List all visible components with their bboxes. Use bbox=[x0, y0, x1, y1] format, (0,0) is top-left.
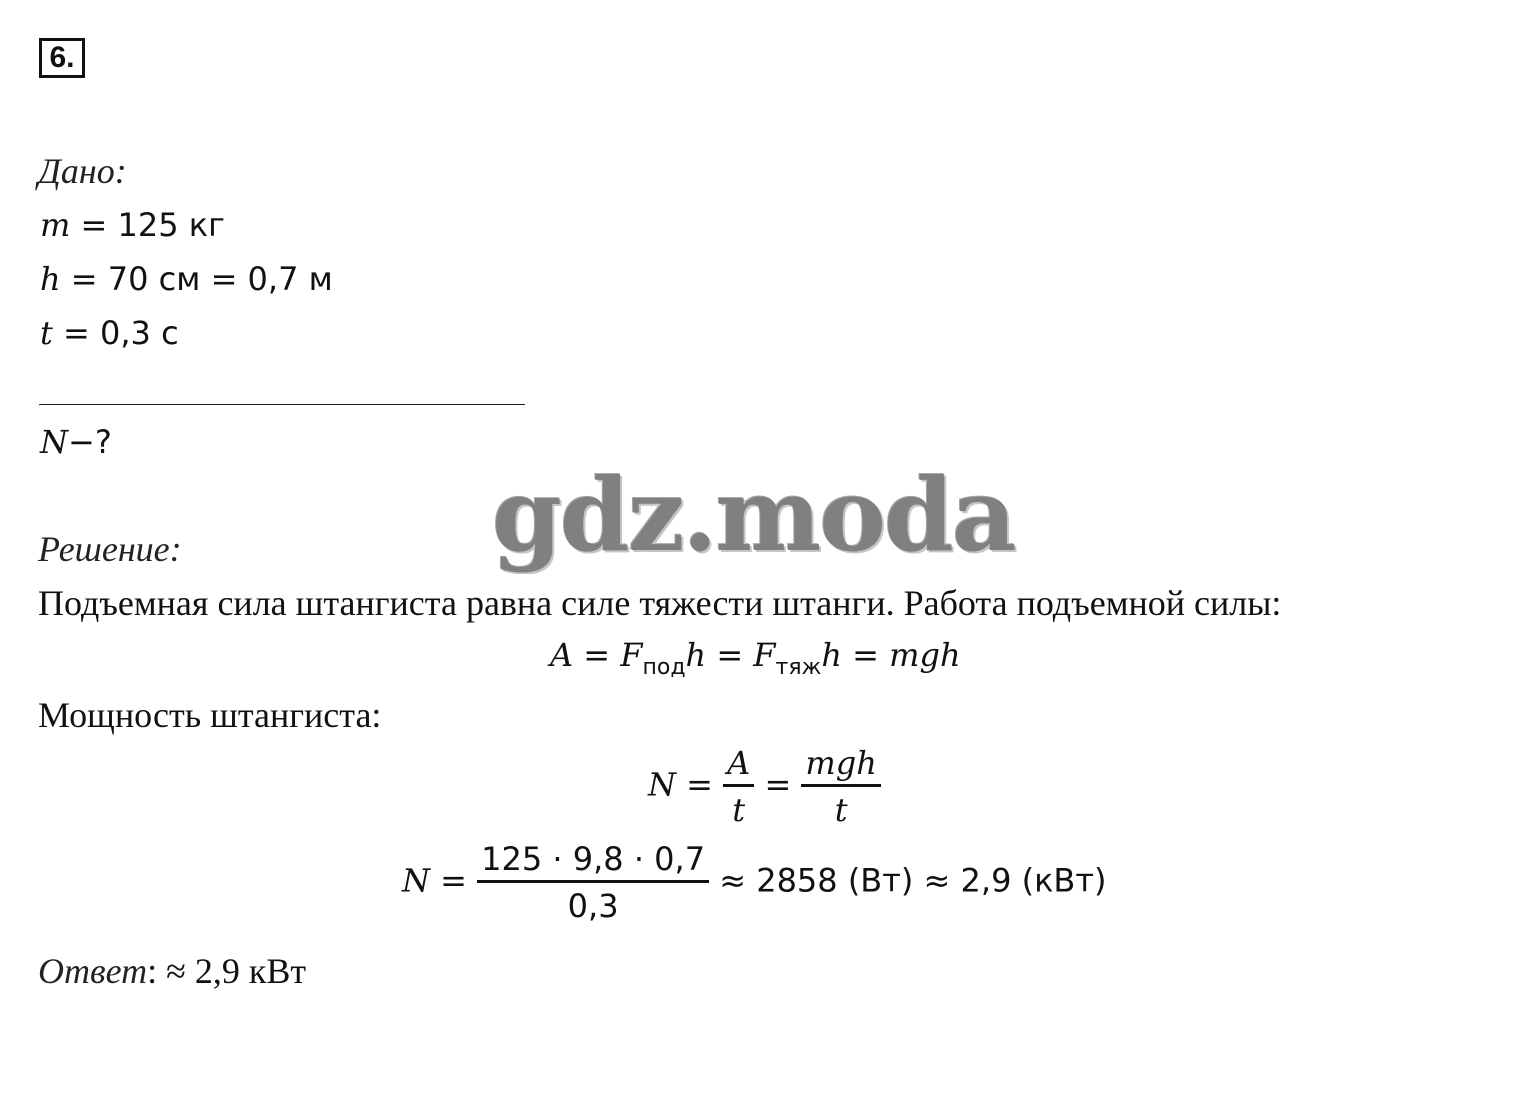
given-divider bbox=[39, 404, 525, 405]
time-value: = 0,3 с bbox=[52, 314, 179, 352]
eq1-eq-3: = bbox=[841, 636, 890, 674]
frac1-num: A bbox=[727, 744, 751, 782]
eq1-eq-2: = bbox=[706, 636, 754, 674]
eq3-eq: = bbox=[430, 861, 478, 900]
frac3-num: 125 · 9,8 · 0,7 bbox=[481, 840, 706, 878]
fraction-calc bbox=[477, 840, 709, 925]
fraction-mgh-over-t bbox=[801, 744, 880, 829]
eq1-h-2: h bbox=[821, 636, 842, 674]
eq2-eq-1: = bbox=[676, 765, 724, 804]
frac3-bar bbox=[477, 880, 709, 883]
mass-value: = 125 кг bbox=[70, 206, 225, 244]
frac3-den: 0,3 bbox=[567, 887, 619, 925]
find-question: −? bbox=[68, 423, 112, 461]
var-m: m bbox=[40, 206, 71, 244]
var-t: t bbox=[40, 314, 53, 352]
frac2-den: t bbox=[834, 791, 848, 829]
answer-value: : ≈ 2,9 кВт bbox=[147, 951, 307, 991]
work-equation bbox=[550, 636, 961, 680]
given-height bbox=[40, 260, 333, 298]
frac1-den: t bbox=[732, 791, 746, 829]
eq1-sub-tyazh: тяж bbox=[775, 655, 822, 680]
watermark-logo: gdz.moda bbox=[492, 456, 1015, 574]
eq3-N: N bbox=[402, 861, 430, 900]
frac2-bar bbox=[801, 784, 880, 787]
eq2-N: N bbox=[648, 765, 676, 804]
given-heading: Дано: bbox=[38, 151, 127, 191]
given-time bbox=[40, 314, 179, 352]
eq1-F-1: F bbox=[620, 636, 643, 674]
eq1-eq-1: = bbox=[573, 636, 621, 674]
var-N: N bbox=[40, 423, 68, 461]
eq1-A: A bbox=[550, 636, 574, 674]
height-value: = 70 см = 0,7 м bbox=[60, 260, 333, 298]
var-h: h bbox=[40, 260, 61, 298]
frac2-num: mgh bbox=[805, 744, 877, 782]
solution-heading: Решение: bbox=[38, 529, 182, 569]
solution-text-1: Подъемная сила штангиста равна силе тяжести штанги. Работа подъемной силы: bbox=[38, 583, 1282, 623]
eq1-h-1: h bbox=[685, 636, 707, 674]
eq1-mgh: mgh bbox=[889, 636, 961, 674]
find-line bbox=[40, 423, 112, 461]
eq2-eq-2: = bbox=[754, 765, 802, 804]
task-number: 6. bbox=[39, 38, 85, 78]
solution-text-2: Мощность штангиста: bbox=[38, 695, 382, 735]
power-formula bbox=[648, 744, 881, 829]
eq3-result: ≈ 2858 (Вт) ≈ 2,9 (кВт) bbox=[709, 861, 1107, 900]
answer-label: Ответ bbox=[38, 951, 148, 991]
eq1-sub-pod: под bbox=[642, 655, 686, 680]
eq1-F-2: F bbox=[753, 636, 776, 674]
frac1-bar bbox=[723, 784, 754, 787]
answer-line bbox=[38, 950, 306, 992]
power-calculation bbox=[402, 840, 1106, 925]
given-mass bbox=[40, 206, 225, 244]
fraction-A-over-t bbox=[723, 744, 754, 829]
